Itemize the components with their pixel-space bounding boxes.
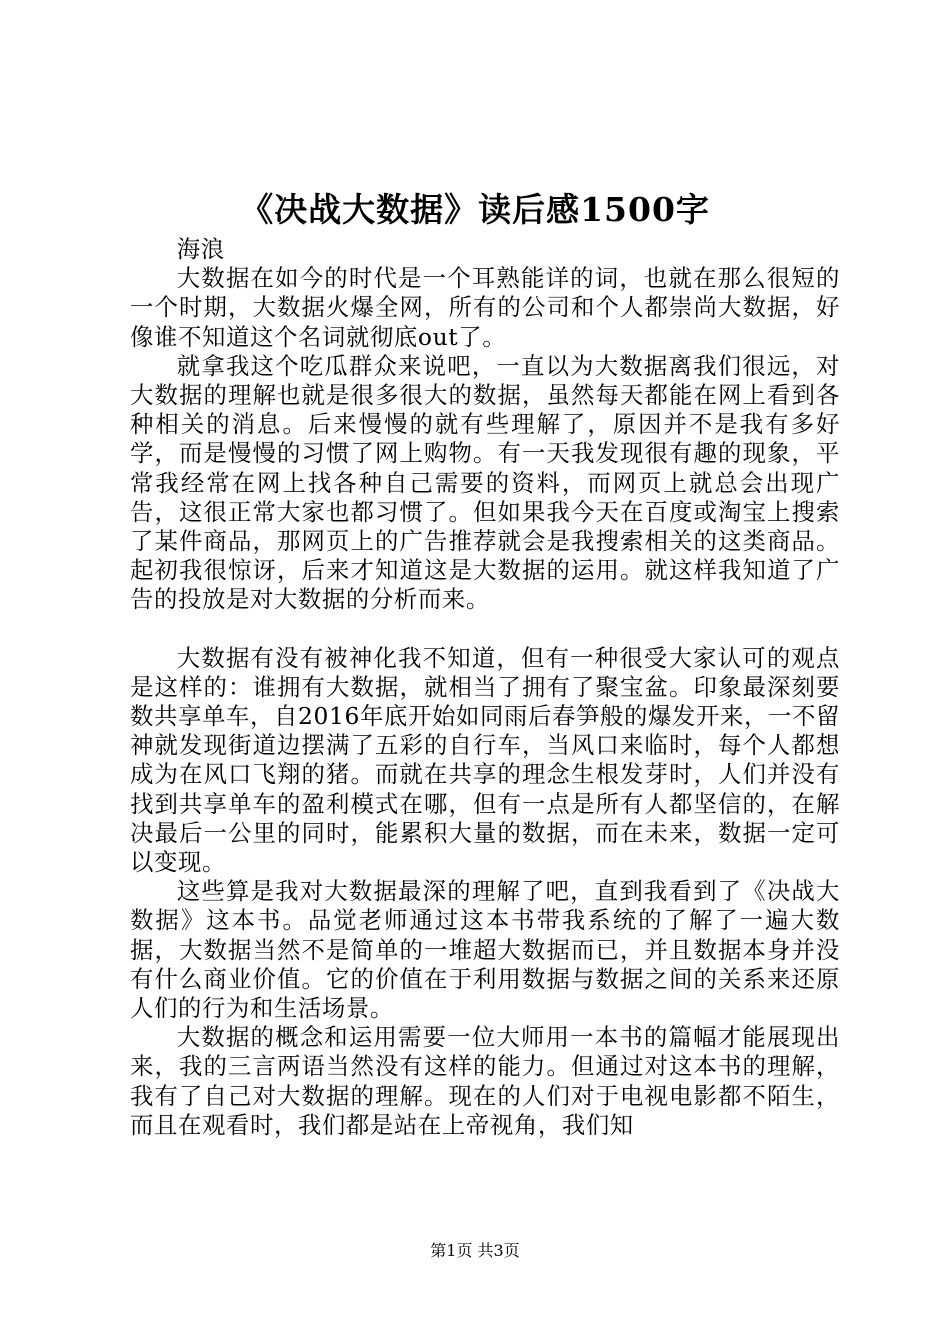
author-name: 海浪: [176, 235, 225, 263]
paragraph-1: 大数据在如今的时代是一个耳熟能详的词，也就在那么很短的一个时期，大数据火爆全网，所有的公司和个人都崇尚大数据，好像谁不知道这个名词就彻底out了。: [130, 264, 840, 351]
paragraph-4: 这些算是我对大数据最深的理解了吧，直到我看到了《决战大数据》这本书。品觉老师通过这本书带我系统的了解了一遍大数据，大数据当然不是简单的一堆超大数据而已，并且数据本身并没有什么商业价值。它的价值在于利用数据与数据之间的关系来还原人们的行为和生活场景。: [130, 877, 840, 1023]
page-footer: 第1页 共3页: [430, 1241, 520, 1260]
paragraph-2: 就拿我这个吃瓜群众来说吧，一直以为大数据离我们很远，对大数据的理解也就是很多很大的数据，虽然每天都能在网上看到各种相关的消息。后来慢慢的就有些理解了，原因并不是我有多好学，而是慢慢的习惯了网上购物。有一天我发现很有趣的现象，平常我经常在网上找各种自己需要的资料，而网页上就总会出现广告，这很正常大家也都习惯了。但如果我今天在百度或淘宝上搜索了某件商品，那网页上的广告推荐就会是我搜索相关的这类商品。起初我很惊讶，后来才知道这是大数据的运用。就这样我知道了广告的投放是对大数据的分析而来。: [130, 351, 840, 614]
document-body: [130, 235, 840, 1140]
paragraph-3: 大数据有没有被神化我不知道，但有一种很受大家认可的观点是这样的：谁拥有大数据，就相当了拥有了聚宝盆。印象最深刻要数共享单车，自2016年底开始如同雨后春笋般的爆发开来，一不留神就发现街道边摆满了五彩的自行车，当风口来临时，每个人都想成为在风口飞翔的猪。而就在共享的理念生根发芽时，人们并没有找到共享单车的盈利模式在哪，但有一点是所有人都坚信的，在解决最后一公里的同时，能累积大量的数据，而在未来，数据一定可以变现。: [130, 643, 840, 877]
paragraph-5: 大数据的概念和运用需要一位大师用一本书的篇幅才能展现出来，我的三言两语当然没有这样的能力。但通过对这本书的理解，我有了自己对大数据的理解。现在的人们对于电视电影都不陌生，而且在观看时，我们都是站在上帝视角，我们知: [130, 1023, 840, 1139]
document-title: 《决战大数据》读后感1500字: [240, 190, 710, 229]
